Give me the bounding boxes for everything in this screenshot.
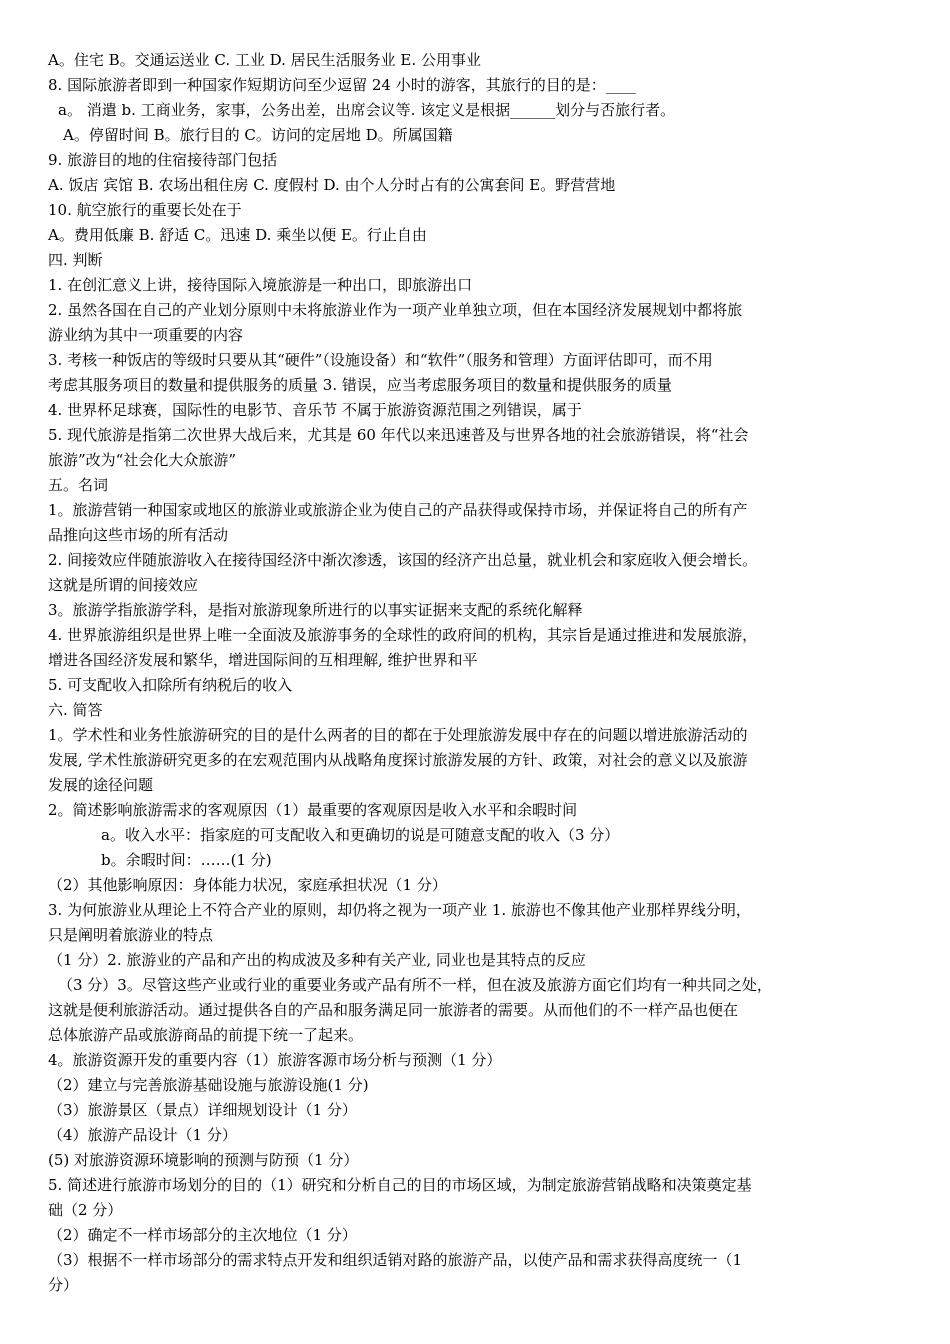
text-line: 旅游”改为“社会化大众旅游” bbox=[48, 451, 237, 469]
text-line: A。费用低廉 B. 舒适 C。迅速 D. 乘坐以便 E。行止自由 bbox=[48, 226, 427, 244]
text-line: 3. 为何旅游业从理论上不符合产业的原则，却仍将之视为一项产业 1. 旅游也不像其他产业那样界线分明， bbox=[48, 901, 751, 919]
text-line: 这就是便利旅游活动。通过提供各自的产品和服务满足同一旅游者的需要。从而他们的不一样产品也便在 bbox=[48, 1001, 739, 1019]
text-line: 础（2 分） bbox=[48, 1201, 123, 1219]
text-line: 2. 间接效应伴随旅游收入在接待国经济中渐次渗透，该国的经济产出总量，就业机会和家庭收入便会增长。 bbox=[48, 551, 758, 569]
text-line: 4. 世界杯足球赛，国际性的电影节、音乐节 不属于旅游资源范围之列错误，属于 bbox=[48, 401, 582, 419]
text-line: 品推向这些市场的所有活动 bbox=[48, 526, 229, 544]
text-line: 发展, 学术性旅游研究更多的在宏观范围内从战略角度探讨旅游发展的方针、政策，对社会的意义以及旅游 bbox=[48, 751, 748, 769]
text-line: （2）建立与完善旅游基础设施与旅游设施(1 分) bbox=[48, 1076, 369, 1094]
text-line: 1. 在创汇意义上讲，接待国际入境旅游是一种出口，即旅游出口 bbox=[48, 276, 473, 294]
text-line: 4。旅游资源开发的重要内容（1）旅游客源市场分析与预测（1 分） bbox=[48, 1051, 502, 1069]
text-line: a。收入水平：指家庭的可支配收入和更确切的说是可随意支配的收入（3 分） bbox=[101, 826, 620, 844]
text-line: 3。旅游学指旅游学科，是指对旅游现象所进行的以事实证据来支配的系统化解释 bbox=[48, 601, 583, 619]
text-line: 只是阐明着旅游业的特点 bbox=[48, 926, 214, 944]
text-line: （2）确定不一样市场部分的主次地位（1 分） bbox=[48, 1226, 357, 1244]
text-line: a。 消遣 b. 工商业务，家事，公务出差，出席会议等. 该定义是根据______划分与否旅行者。 bbox=[58, 101, 676, 119]
text-line: （1 分）2. 旅游业的产品和产出的构成波及多种有关产业, 同业也是其特点的反应 bbox=[48, 951, 586, 969]
text-line: 10. 航空旅行的重要长处在于 bbox=[48, 201, 242, 219]
text-line: 3. 考核一种饭店的等级时只要从其“硬件”（设施设备）和“软件”（服务和管理）方面评估即可，而不用 bbox=[48, 351, 713, 369]
text-line: 增进各国经济发展和繁华，增进国际间的互相理解, 维护世界和平 bbox=[48, 651, 478, 669]
text-line: A. 饭店 宾馆 B. 农场出租住房 C. 度假村 D. 由个人分时占有的公寓套间 E。野营营地 bbox=[48, 176, 616, 194]
text-line: 5. 简述进行旅游市场划分的目的（1）研究和分析自己的目的市场区域，为制定旅游营销战略和决策奠定基 bbox=[48, 1176, 752, 1194]
text-line: 考虑其服务项目的数量和提供服务的质量 3. 错误，应当考虑服务项目的数量和提供服务的质量 bbox=[48, 376, 672, 394]
text-line: A。住宅 B。交通运送业 C. 工业 D. 居民生活服务业 E. 公用事业 bbox=[48, 51, 481, 69]
text-line: 发展的途径问题 bbox=[48, 776, 154, 794]
text-line: 1。旅游营销一种国家或地区的旅游业或旅游企业为使自己的产品获得或保持市场，并保证将自己的所有产 bbox=[48, 501, 748, 519]
text-line: A。停留时间 B。旅行目的 C。访问的定居地 D。所属国籍 bbox=[63, 126, 453, 144]
section-heading: 四. 判断 bbox=[48, 251, 103, 269]
section-heading: 五。名词 bbox=[48, 476, 109, 494]
text-line: 5. 可支配收入扣除所有纳税后的收入 bbox=[48, 676, 293, 694]
text-line: （3 分）3。尽管这些产业或行业的重要业务或产品有所不一样，但在波及旅游方面它们均有一种共同之处， bbox=[58, 976, 772, 994]
text-line: 这就是所谓的间接效应 bbox=[48, 576, 199, 594]
text-line: （3）根据不一样市场部分的需求特点开发和组织适销对路的旅游产品，以使产品和需求获得高度统一（1 bbox=[48, 1251, 743, 1269]
text-line: 1。学术性和业务性旅游研究的目的是什么两者的目的都在于处理旅游发展中存在的问题以增进旅游活动的 bbox=[48, 726, 748, 744]
text-line: 游业纳为其中一项重要的内容 bbox=[48, 326, 244, 344]
section-heading: 六. 简答 bbox=[48, 701, 103, 719]
text-line: 9. 旅游目的地的住宿接待部门包括 bbox=[48, 151, 278, 169]
text-line: 分） bbox=[48, 1276, 79, 1294]
text-line: （3）旅游景区（景点）详细规划设计（1 分） bbox=[48, 1101, 357, 1119]
text-line: 5. 现代旅游是指第二次世界大战后来，尤其是 60 年代以来迅速普及与世界各地的社会旅游错误，将“社会 bbox=[48, 426, 749, 444]
text-line: 2. 虽然各国在自己的产业划分原则中未将旅游业作为一项产业单独立项，但在本国经济发展规划中都将旅 bbox=[48, 301, 743, 319]
text-line: (5) 对旅游资源环境影响的预测与防预（1 分） bbox=[48, 1151, 359, 1169]
text-line: b。余暇时间：……(1 分) bbox=[101, 851, 272, 869]
text-line: 4. 世界旅游组织是世界上唯一全面波及旅游事务的全球性的政府间的机构，其宗旨是通过推进和发展旅游， bbox=[48, 626, 758, 644]
text-line: （2）其他影响原因：身体能力状况，家庭承担状况（1 分） bbox=[48, 876, 447, 894]
text-line: （4）旅游产品设计（1 分） bbox=[48, 1126, 237, 1144]
text-line: 总体旅游产品或旅游商品的前提下统一了起来。 bbox=[48, 1026, 364, 1044]
text-line: 8. 国际旅游者即到一种国家作短期访问至少逗留 24 小时的游客，其旅行的目的是：____ bbox=[48, 76, 636, 94]
text-line: 2。简述影响旅游需求的客观原因（1）最重要的客观原因是收入水平和余暇时间 bbox=[48, 801, 578, 819]
